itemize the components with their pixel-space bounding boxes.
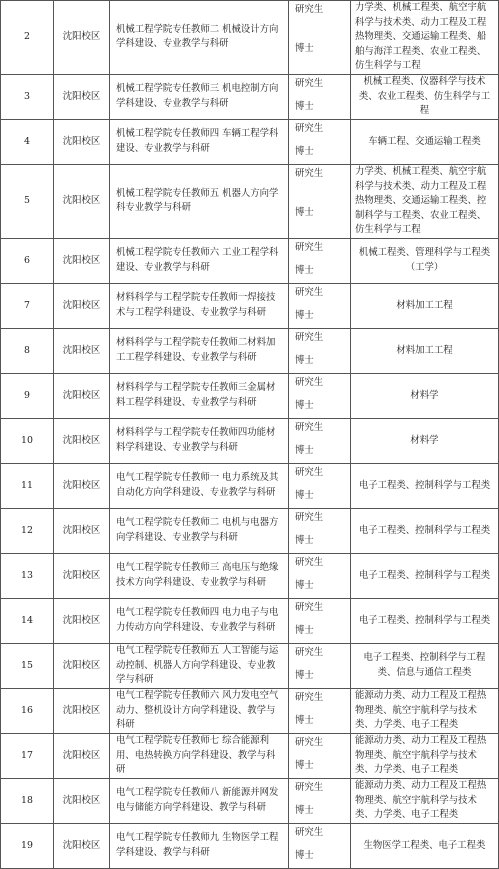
position-cell: 电气工程学院专任教师五 人工智能与运动控制、机器人方向学科建设、专业教学与科研 [110, 643, 289, 688]
degree-level: 博士 [295, 206, 314, 218]
education-level: 研究生 [295, 736, 324, 748]
position-cell: 机械工程学院专任教师六 工业工程学科建设、专业教学与科研 [110, 238, 289, 283]
degree-level: 博士 [295, 849, 314, 861]
position-cell: 机械工程学院专任教师二 机械设计方向学科建设、专业教学与科研 [110, 1, 289, 75]
table-row [1, 598, 499, 643]
education-level: 研究生 [295, 511, 324, 523]
position-cell: 机械工程学院专任教师五 机器人方向学科专业教学与科研 [110, 164, 289, 238]
education-cell [289, 688, 351, 733]
major-cell: 电子工程类、控制科学与工程类 [351, 598, 499, 643]
table-row [1, 688, 499, 733]
major-cell: 力学类、机械工程类、航空宇航科学与技术类、动力工程及工程热物理类、交通运输工程类、船舶与海洋工程类、农业工程类、仿生科学与工程 [351, 1, 499, 75]
major-cell: 材料学 [351, 418, 499, 463]
campus-cell: 沈阳校区 [54, 463, 110, 508]
table-row [1, 643, 499, 688]
row-number: 5 [1, 164, 54, 238]
campus-cell: 沈阳校区 [54, 418, 110, 463]
degree-level: 博士 [295, 399, 314, 411]
education-cell [289, 119, 351, 164]
position-cell: 材料科学与工程学院专任教师一焊接技术与工程学科建设、专业教学与科研 [110, 283, 289, 328]
major-cell: 材料加工工程 [351, 328, 499, 373]
major-cell: 机械工程类、管理科学与工程类（工学） [351, 238, 499, 283]
row-number: 9 [1, 373, 54, 418]
education-cell [289, 643, 351, 688]
major-cell: 电子工程类、控制科学与工程类、信息与通信工程类 [351, 643, 499, 688]
position-cell: 电气工程学院专任教师六 风力发电空气动力、整机设计方向学科建设、教学与科研 [110, 688, 289, 733]
degree-level: 博士 [295, 145, 314, 157]
education-cell [289, 1, 351, 75]
position-cell: 机械工程学院专任教师四 车辆工程学科建设、专业教学与科研 [110, 119, 289, 164]
campus-cell: 沈阳校区 [54, 733, 110, 778]
table-row [1, 823, 499, 868]
row-number: 19 [1, 823, 54, 868]
campus-cell: 沈阳校区 [54, 373, 110, 418]
education-level: 研究生 [295, 241, 324, 253]
major-cell: 力学类、机械工程类、航空宇航科学与技术类、动力工程及工程热物理类、交通运输工程类、控制科学与工程类、农业工程类、仿生科学与工程 [351, 164, 499, 238]
major-cell: 电子工程类、控制科学与工程类 [351, 463, 499, 508]
row-number: 10 [1, 418, 54, 463]
table-row [1, 463, 499, 508]
degree-level: 博士 [295, 804, 314, 816]
major-cell: 电子工程类、控制科学与工程类 [351, 553, 499, 598]
position-cell: 电气工程学院专任教师一 电力系统及其自动化方向学科建设、专业教学与科研 [110, 463, 289, 508]
row-number: 6 [1, 238, 54, 283]
row-number: 2 [1, 1, 54, 75]
campus-cell: 沈阳校区 [54, 164, 110, 238]
table-row [1, 508, 499, 553]
row-number: 18 [1, 778, 54, 823]
education-cell [289, 778, 351, 823]
table-row [1, 238, 499, 283]
education-cell [289, 463, 351, 508]
campus-cell: 沈阳校区 [54, 119, 110, 164]
campus-cell: 沈阳校区 [54, 283, 110, 328]
position-cell: 电气工程学院专任教师二 电机与电器方向学科建设、专业教学与科研 [110, 508, 289, 553]
campus-cell: 沈阳校区 [54, 688, 110, 733]
major-cell: 能源动力类、动力工程及工程热物理类、航空宇航科学与技术类、力学类、电子工程类 [351, 688, 499, 733]
degree-level: 博士 [295, 624, 314, 636]
education-level: 研究生 [295, 646, 324, 658]
table-body [1, 1, 499, 869]
row-number: 11 [1, 463, 54, 508]
campus-cell: 沈阳校区 [54, 643, 110, 688]
education-cell [289, 508, 351, 553]
position-cell: 材料科学与工程学院专任教师三金属材料工程学科建设、专业教学与科研 [110, 373, 289, 418]
table-row [1, 418, 499, 463]
row-number: 4 [1, 119, 54, 164]
position-cell: 电气工程学院专任教师七 综合能源利用、电热转换方向学科建设、教学与科研 [110, 733, 289, 778]
campus-cell: 沈阳校区 [54, 508, 110, 553]
education-level: 研究生 [295, 556, 324, 568]
education-cell [289, 328, 351, 373]
major-cell: 电子工程类、控制科学与工程类 [351, 508, 499, 553]
education-cell [289, 238, 351, 283]
education-level: 研究生 [295, 691, 324, 703]
table-row [1, 1, 499, 75]
position-cell: 电气工程学院专任教师九 生物医学工程学科建设、教学与科研 [110, 823, 289, 868]
major-cell: 能源动力类、动力工程及工程热物理类、航空宇航科学与技术类、力学类、电子工程类 [351, 733, 499, 778]
position-cell: 材料科学与工程学院专任教师四功能材料学科建设、专业教学与科研 [110, 418, 289, 463]
row-number: 7 [1, 283, 54, 328]
degree-level: 博士 [295, 354, 314, 366]
education-cell [289, 164, 351, 238]
degree-level: 博士 [295, 489, 314, 501]
degree-level: 博士 [295, 534, 314, 546]
degree-level: 博士 [295, 444, 314, 456]
table-row [1, 733, 499, 778]
major-cell: 材料加工工程 [351, 283, 499, 328]
major-cell: 能源动力类、动力工程及工程热物理类、航空宇航科学与技术类、力学类、电子工程类 [351, 778, 499, 823]
education-cell [289, 74, 351, 119]
table-row [1, 119, 499, 164]
degree-level: 博士 [295, 100, 314, 112]
degree-level: 博士 [295, 714, 314, 726]
education-cell [289, 283, 351, 328]
education-cell [289, 733, 351, 778]
campus-cell: 沈阳校区 [54, 778, 110, 823]
position-cell: 电气工程学院专任教师八 新能源并网发电与储能方向学科建设、教学与科研 [110, 778, 289, 823]
campus-cell: 沈阳校区 [54, 553, 110, 598]
table-row [1, 328, 499, 373]
campus-cell: 沈阳校区 [54, 823, 110, 868]
row-number: 13 [1, 553, 54, 598]
education-cell [289, 373, 351, 418]
education-cell [289, 598, 351, 643]
degree-level: 博士 [295, 43, 314, 54]
education-level: 研究生 [295, 331, 324, 343]
table-row [1, 553, 499, 598]
table-row [1, 283, 499, 328]
major-cell: 材料学 [351, 373, 499, 418]
position-cell: 材料科学与工程学院专任教师二材料加工工程学科建设、专业教学与科研 [110, 328, 289, 373]
education-level: 研究生 [295, 286, 324, 298]
row-number: 17 [1, 733, 54, 778]
major-cell: 机械工程类、仪器科学与技术类、农业工程类、仿生科学与工程 [351, 74, 499, 119]
education-level: 研究生 [295, 421, 324, 433]
campus-cell: 沈阳校区 [54, 74, 110, 119]
degree-level: 博士 [295, 579, 314, 591]
education-level: 研究生 [295, 781, 324, 793]
education-level: 研究生 [295, 77, 324, 89]
degree-level: 博士 [295, 264, 314, 276]
education-cell [289, 418, 351, 463]
table-row [1, 74, 499, 119]
campus-cell: 沈阳校区 [54, 328, 110, 373]
education-cell [289, 553, 351, 598]
position-cell: 电气工程学院专任教师四 电力电子与电力传动方向学科建设、专业教学与科研 [110, 598, 289, 643]
education-level: 研究生 [295, 4, 324, 15]
campus-cell: 沈阳校区 [54, 238, 110, 283]
row-number: 15 [1, 643, 54, 688]
degree-level: 博士 [295, 309, 314, 321]
position-cell: 电气工程学院专任教师三 高电压与绝缘技术方向学科建设、专业教学与科研 [110, 553, 289, 598]
table-row [1, 373, 499, 418]
major-cell: 生物医学工程类、电子工程类 [351, 823, 499, 868]
degree-level: 博士 [295, 759, 314, 771]
table-row [1, 164, 499, 238]
row-number: 12 [1, 508, 54, 553]
row-number: 8 [1, 328, 54, 373]
table-row [1, 778, 499, 823]
row-number: 3 [1, 74, 54, 119]
degree-level: 博士 [295, 669, 314, 681]
row-number: 14 [1, 598, 54, 643]
education-level: 研究生 [295, 601, 324, 613]
major-cell: 车辆工程、交通运输工程类 [351, 119, 499, 164]
education-level: 研究生 [295, 167, 324, 179]
campus-cell: 沈阳校区 [54, 1, 110, 75]
education-cell [289, 823, 351, 868]
position-cell: 机械工程学院专任教师三 机电控制方向学科建设、专业教学与科研 [110, 74, 289, 119]
education-level: 研究生 [295, 122, 324, 134]
row-number: 16 [1, 688, 54, 733]
education-level: 研究生 [295, 466, 324, 478]
education-level: 研究生 [295, 826, 324, 838]
education-level: 研究生 [295, 376, 324, 388]
campus-cell: 沈阳校区 [54, 598, 110, 643]
